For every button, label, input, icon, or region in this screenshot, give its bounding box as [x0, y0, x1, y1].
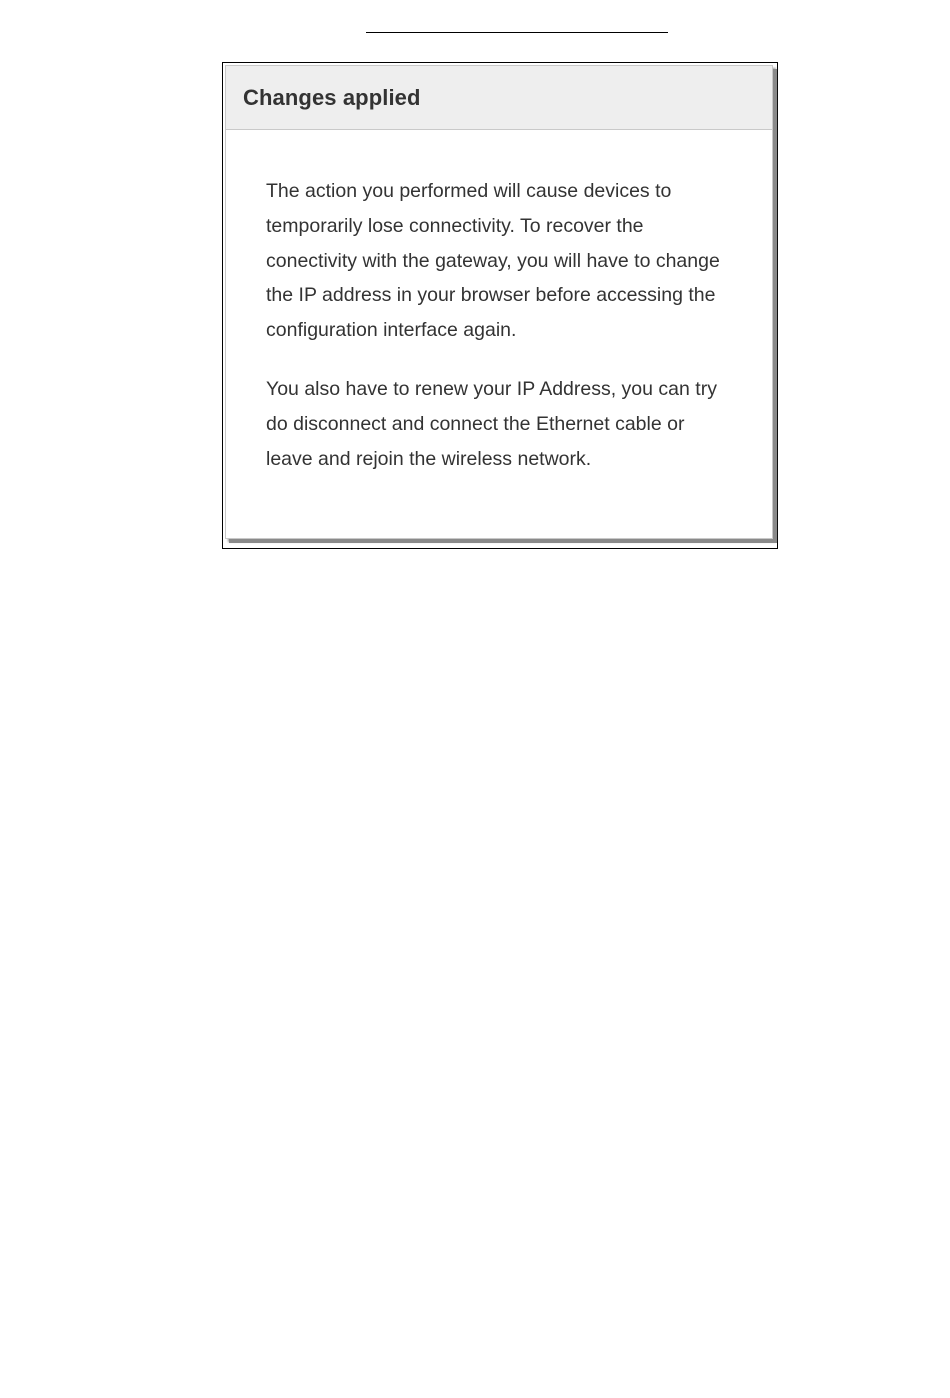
dialog-body	[226, 130, 772, 476]
dialog-message-renew-ip: You also have to renew your IP Address, you can try do disconnect and connect the Ethernet cable or leave and rejoin the wireless network.	[266, 377, 717, 470]
dialog-title: Changes applied	[243, 84, 421, 110]
dialog-header	[226, 66, 772, 130]
top-divider-line	[366, 32, 668, 33]
changes-applied-dialog	[225, 65, 773, 539]
dialog-message-connectivity: The action you performed will cause devices to temporarily lose connectivity. To recover the conectivity with the gateway, you will have to change the IP address in your browser before accessing the configuration interface again.	[266, 180, 720, 342]
screenshot-frame	[222, 62, 778, 549]
